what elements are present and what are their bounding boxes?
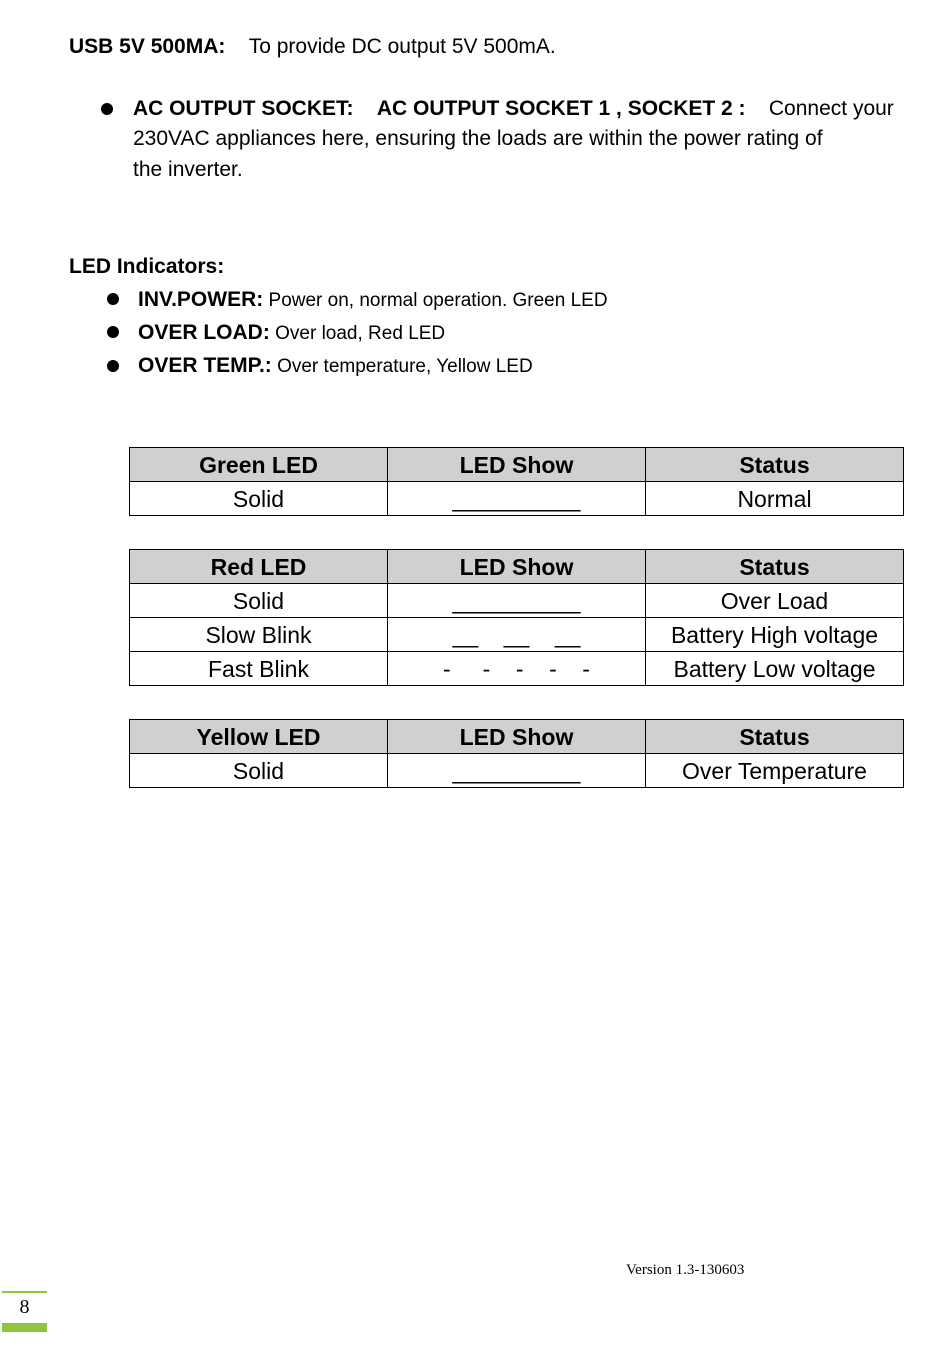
table-cell: Solid [130, 482, 388, 516]
table-header-cell: LED Show [388, 720, 646, 754]
usb-label: USB 5V 500MA: [69, 35, 226, 58]
page-marker-line [2, 1291, 47, 1293]
table-cell: Over Temperature [646, 754, 904, 788]
usb-text: To provide DC output 5V 500mA. [248, 35, 556, 58]
table-cell: Over Load [646, 584, 904, 618]
table-cell: Solid [130, 584, 388, 618]
table-header-row [130, 448, 904, 482]
usb-line [69, 32, 556, 62]
table-cell: Normal [646, 482, 904, 516]
table-header-row [130, 720, 904, 754]
table-header-cell: Status [646, 448, 904, 482]
yellow-led-table [129, 719, 904, 788]
led-item-label: INV.POWER: [138, 288, 264, 311]
table-row [130, 754, 904, 788]
bullet-icon [107, 326, 119, 338]
table-cell: __________ [388, 584, 646, 618]
table-header-cell: LED Show [388, 550, 646, 584]
ac-line-1 [133, 94, 894, 124]
page-number: 8 [19, 1296, 30, 1318]
page-marker-bar [2, 1323, 47, 1332]
ac-text-1: Connect your [768, 97, 894, 120]
ac-text-3: the inverter. [133, 158, 243, 181]
table-header-cell: Status [646, 720, 904, 754]
table-cell: __________ [388, 482, 646, 516]
table-header-cell: Status [646, 550, 904, 584]
led-item-text: Over load, Red LED [269, 323, 446, 344]
led-item-over-temp [138, 351, 533, 382]
led-item-over-load [138, 318, 445, 349]
table-cell: Solid [130, 754, 388, 788]
table-header-cell: LED Show [388, 448, 646, 482]
table-row [130, 584, 904, 618]
ac-text-2: 230VAC appliances here, ensuring the loads are within the power rating of [133, 127, 823, 150]
led-item-text: Power on, normal operation. Green LED [263, 290, 608, 311]
table-cell: __________ [388, 754, 646, 788]
led-item-label: OVER TEMP.: [138, 354, 272, 377]
red-led-table [129, 549, 904, 686]
table-header-row [130, 550, 904, 584]
led-item-inv-power [138, 285, 608, 316]
green-led-table [129, 447, 904, 516]
table-header-cell: Red LED [130, 550, 388, 584]
table-row [130, 618, 904, 652]
table-row [130, 652, 904, 686]
ac-label: AC OUTPUT SOCKET: [133, 97, 354, 120]
table-cell: - - - - - [388, 652, 646, 686]
bullet-icon [101, 103, 113, 115]
ac-label-sockets: AC OUTPUT SOCKET 1 , SOCKET 2 : [376, 97, 746, 120]
version-label: Version 1.3-130603 [626, 1262, 745, 1278]
table-cell: __ __ __ [388, 618, 646, 652]
table-header-cell: Yellow LED [130, 720, 388, 754]
bullet-icon [107, 293, 119, 305]
led-item-text: Over temperature, Yellow LED [271, 356, 533, 377]
table-cell: Battery Low voltage [646, 652, 904, 686]
led-indicators-title: LED Indicators: [69, 255, 225, 278]
table-cell: Slow Blink [130, 618, 388, 652]
table-row [130, 482, 904, 516]
bullet-icon [107, 360, 119, 372]
table-cell: Fast Blink [130, 652, 388, 686]
led-item-label: OVER LOAD: [138, 321, 270, 344]
table-header-cell: Green LED [130, 448, 388, 482]
table-cell: Battery High voltage [646, 618, 904, 652]
